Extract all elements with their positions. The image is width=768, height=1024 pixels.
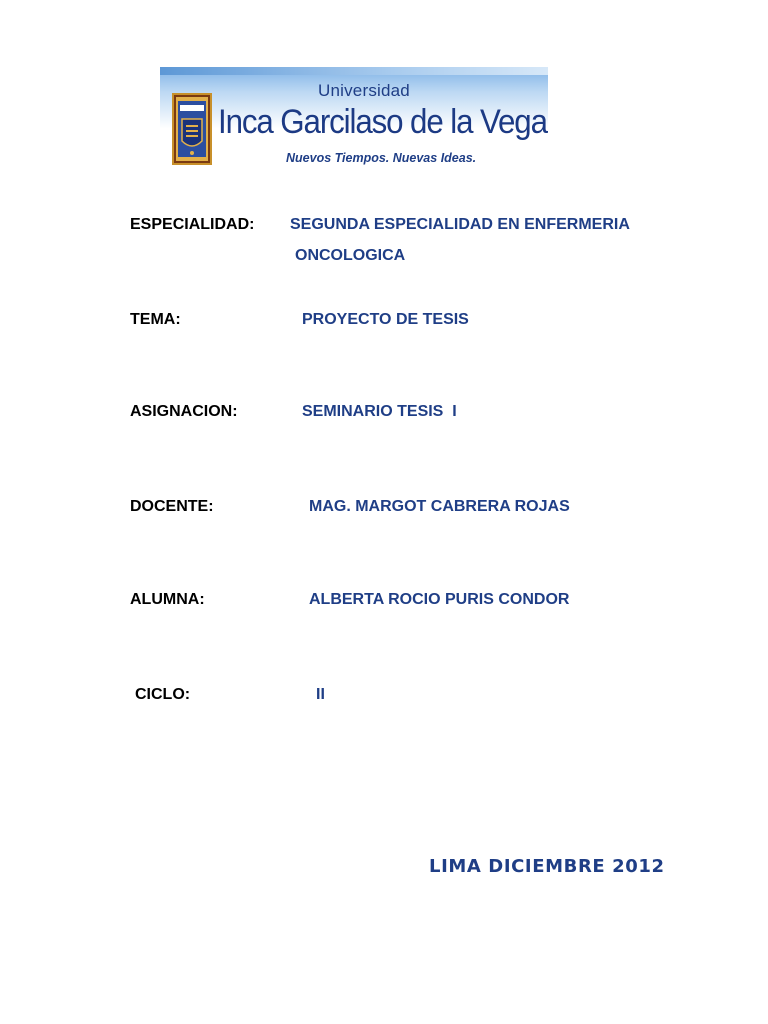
ciclo-value: II (316, 686, 325, 703)
logo-university-name: Inca Garcilaso de la Vega (218, 103, 547, 141)
logo-tagline: Nuevos Tiempos. Nuevas Ideas. (286, 151, 477, 165)
logo-universidad-text: Universidad (318, 81, 410, 100)
docente-label: DOCENTE: (130, 498, 214, 515)
university-crest-icon (172, 93, 212, 165)
especialidad-value-line2: ONCOLOGICA (295, 247, 406, 264)
docente-value: MAG. MARGOT CABRERA ROJAS (309, 498, 570, 515)
tema-label: TEMA: (130, 311, 181, 328)
tema-value: PROYECTO DE TESIS (302, 311, 469, 328)
university-logo-banner (160, 67, 548, 179)
banner-top-stripe (160, 67, 548, 75)
especialidad-value-line1: SEGUNDA ESPECIALIDAD EN ENFERMERIA (290, 216, 630, 233)
especialidad-label: ESPECIALIDAD: (130, 216, 255, 233)
alumna-label: ALUMNA: (130, 591, 205, 608)
place-date: LIMA DICIEMBRE 2012 (429, 856, 665, 877)
alumna-value: ALBERTA ROCIO PURIS CONDOR (309, 591, 570, 608)
asignacion-value: SEMINARIO TESIS I (302, 403, 457, 420)
asignacion-label: ASIGNACION: (130, 403, 238, 420)
ciclo-label: CICLO: (135, 686, 191, 703)
